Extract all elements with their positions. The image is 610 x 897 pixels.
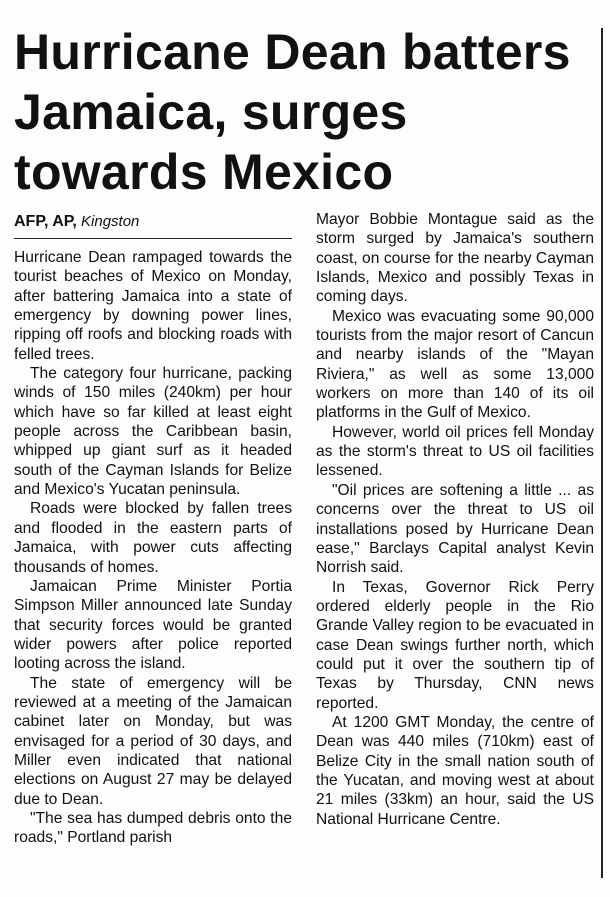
paragraph: Roads were blocked by fallen trees and flooded in the eastern parts of Jamaica, with power cuts affecting thousands of homes. bbox=[14, 500, 292, 576]
paragraph: "The sea has dumped debris onto the roads," Portland parish bbox=[14, 809, 292, 847]
article-column-left bbox=[14, 248, 292, 848]
headline bbox=[14, 22, 604, 202]
paragraph: Jamaican Prime Minister Portia Simpson Miller announced late Sunday that security forces would be granted wider powers after police reported looting across the island. bbox=[14, 577, 292, 673]
paragraph: At 1200 GMT Monday, the centre of Dean was 440 miles (710km) east of Belize City in the small nation south of the Yucatan, and moving west at about 21 miles (33km) an hour, said the US National Hurricane Centre. bbox=[316, 713, 594, 828]
paragraph: Mayor Bobbie Montague said as the storm surged by Jamaica's southern coast, on course for the nearby Cayman Islands, Mexico and possibly Texas in coming days. bbox=[316, 211, 594, 306]
paragraph: Mexico was evacuating some 90,000 tourists from the major resort of Cancun and nearby islands of the "Mayan Riviera," as well as some 13,000 workers on more than 140 of its oil platforms in the Gulf of Mexico. bbox=[316, 307, 594, 422]
byline bbox=[14, 212, 292, 239]
article-column-right bbox=[316, 210, 594, 829]
headline-line: Hurricane Dean batters bbox=[14, 24, 571, 80]
paragraph: In Texas, Governor Rick Perry ordered elderly people in the Rio Grande Valley region to be evacuated in case Dean swings further north, which could put it over the southern tip of Texas by Thursday, CNN news reported. bbox=[316, 578, 594, 712]
headline-line: Jamaica, surges bbox=[14, 84, 408, 140]
paragraph: However, world oil prices fell Monday as the storm's threat to US oil facilities lessened. bbox=[316, 423, 594, 480]
paragraph: Hurricane Dean rampaged towards the tourist beaches of Mexico on Monday, after battering Jamaica into a state of emergency by downing power lines, ripping off roofs and blocking roads with felled trees. bbox=[14, 249, 292, 363]
paragraph: The state of emergency will be reviewed at a meeting of the Jamaican cabinet later on Monday, but was envisaged for a period of 30 days, and Miller even indicated that national elections on August 27 may be delayed due to Dean. bbox=[14, 674, 292, 808]
headline-line: towards Mexico bbox=[14, 144, 394, 200]
paragraph: The category four hurricane, packing winds of 150 miles (240km) per hour which have so far killed at least eight people across the Caribbean basin, whipped up giant surf as it headed south of the Cayman Islands for Belize and Mexico's Yucatan peninsula. bbox=[14, 365, 292, 499]
paragraph: "Oil prices are softening a little ... as concerns over the threat to US oil installations posed by Hurricane Dean ease," Barclays Capital analyst Kevin Norrish said. bbox=[316, 481, 594, 577]
byline-location: Kingston bbox=[81, 213, 140, 230]
byline-agencies: AFP, AP, bbox=[14, 213, 77, 230]
